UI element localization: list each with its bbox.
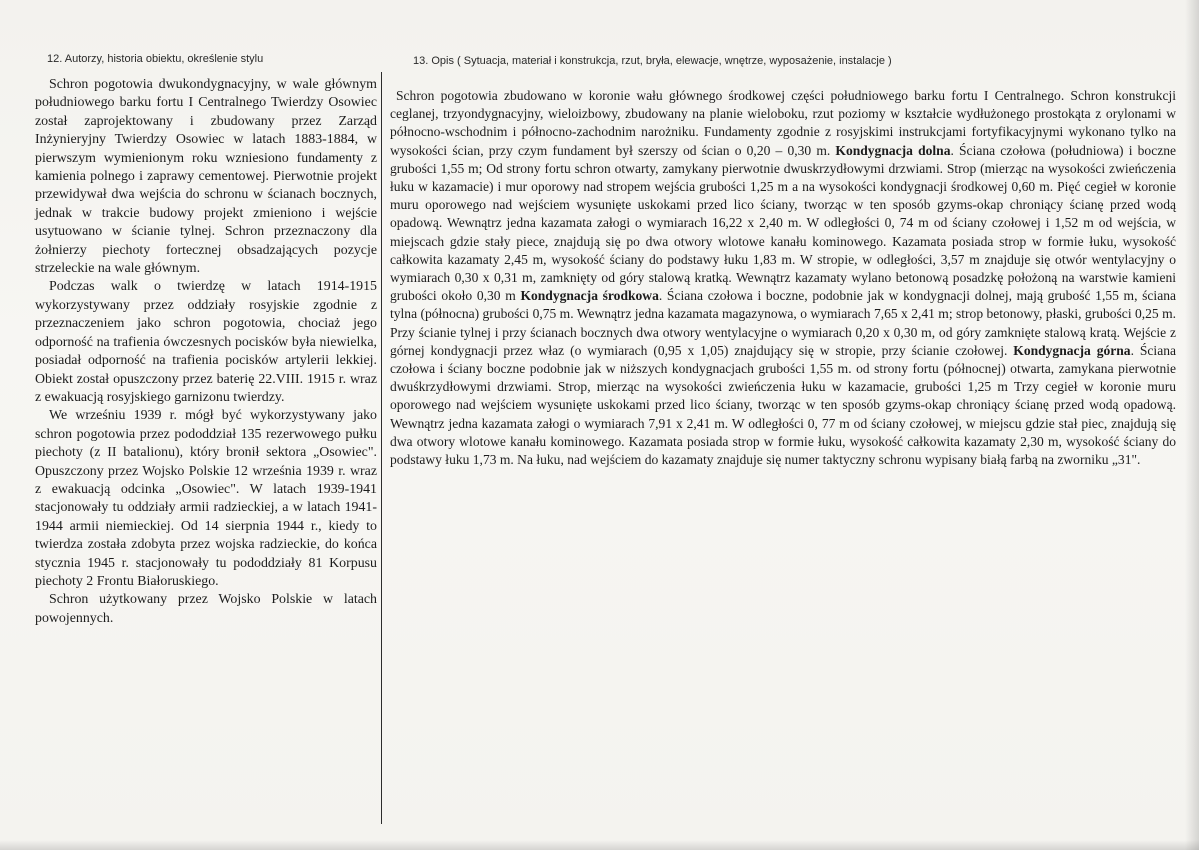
description-middle-storey: . Ściana czołowa i boczne, podobnie jak w kondygnacji dolnej, mają grubość 1,55 m, ściana tylna (północna) grubości 0,75 m. Wewnątrz jedna kazamata magazynowa, o wymiarach 7,65 x 2,41 m; strop betonowy, płaski, grubości 0,25 m. Przy ścianie tylnej i przy ścianach bocznych dwa otwory wentylacyjne o wymiarach 0,20 x 0,30 m, od góry zamknięte stalową kratą. Wejście z górnej kondygnacji przez właz (o wymiarach (0,95 x 1,05) znajdujący się w stropie, przy ścianie czołowej.: [390, 288, 1176, 358]
description-paragraph: [390, 87, 1176, 469]
scan-shadow-bottom: [0, 840, 1199, 850]
heading-upper-storey: Kondygnacja górna: [1013, 342, 1131, 358]
section-13-heading: 13. Opis ( Sytuacja, materiał i konstrukcja, rzut, bryła, elewacje, wnętrze, wyposażenie, instalacje ): [413, 55, 892, 67]
column-divider: [381, 72, 382, 824]
heading-middle-storey: Kondygnacja środkowa: [520, 288, 659, 304]
history-paragraph-2: Podczas walk o twierdzę w latach 1914-1915 wykorzystywany przez oddziały rosyjskie zgodnie z przeznaczeniem jako schron pogotowia, chociaż jego odporność na trafienia ówczesnych pocisków była niewielka, posiadał odporność na trafienia pocisków artylerii lekkiej. Obiekt został opuszczony przez baterię 22.VIII. 1915 r. wraz z ewakuacją rosyjskiego garnizonu twierdzy.: [35, 279, 377, 405]
description-intro: Schron pogotowia zbudowano w koronie wału głównego środkowej części południowego barku fortu I Centralnego. Schron konstrukcji ceglanej, trzyondygnacyjny, wieloizbowy, zbudowany na planie wieloboku, rzut poziomy w kształcie wydłużonego prostokąta z orylonami w północno-wschodnim i północno-zachodnim narożniku. Fundamenty zgodnie z rosyjskimi instrukcjami fortyfikacyjnymi wykonano tylko na wysokości ścian, przy czym fundament był szerszy od ścian o 0,20 – 0,30 m.: [390, 88, 1176, 158]
section-12-heading: 12. Autorzy, historia obiektu, określenie stylu: [47, 53, 264, 65]
description-column: [390, 87, 1176, 469]
history-column: [35, 76, 377, 628]
description-upper-storey: . Ściana czołowa i ściany boczne podobnie jak w niższych kondygnacjach grubości 1,55 m. od strony fortu (północnej) otwarta, zamykana pierwotnie dwuśkrzydłowymi drzwiami. Strop, mierząc na wysokości zwieńczenia łuku w kazamacie, grubości 1,25 m Trzy cegieł w koronie muru oporowego nad wejściem wysunięte uskokami przed lico ściany, tworząc w ten sposób gzyms-okap chroniący ścianę przed wodą opadową. Wewnątrz jedna kazamata załogi o wymiarach 7,91 x 2,41 m. W odległości 0, 77 m od ściany czołowej, w miejscu gdzie stał piec, znajdują się dwa otwory wlotowe kanału kominowego. Kazamata posiada strop w formie łuku, wysokość całkowita kazamaty 2,30 m, wysokość ściany do podstawy łuku 1,73 m. Na łuku, nad wejściem do kazamaty znajduje się numer taktyczny schronu wypisany białą farbą na zworniku „31".: [390, 342, 1176, 468]
scan-shadow-right: [1185, 0, 1199, 850]
heading-lower-storey: Kondygnacja dolna: [835, 142, 951, 158]
history-paragraph-3: We wrześniu 1939 r. mógł być wykorzystywany jako schron pogotowia przez pododdział 135 rezerwowego pułku piechoty (z II batalionu), który bronił sektora „Osowiec". Opuszczony przez Wojsko Polskie 12 września 1939 r. wraz z ewakuacją odcinka „Osowiec". W latach 1939-1941 stacjonowały tu oddziały armii radzieckiej, a w latach 1941-1944 armii niemieckiej. Od 14 sierpnia 1944 r., kiedy to twierdza została zdobyta przez wojska radzieckie, do końca stycznia 1945 r. stacjonowały tu pododdziały 81 Korpusu piechoty 2 Frontu Białoruskiego.: [35, 408, 377, 589]
description-lower-storey: . Ściana czołowa (południowa) i boczne grubości 1,55 m; Od strony fortu schron otwarty, zamykany pierwotnie dwuskrzydłowymi drzwiami. Strop (mierząc na wysokości zwieńczenia łuku w kazamacie) i mur oporowy nad stropem wejścia grubości 1,25 m a na wysokości kondygnacji środkowej 0,60 m. Pięć cegieł w koronie muru oporowego nad wejściem wysunięte uskokami przed lico ściany, tworząc w ten sposób gzyms-okap chroniący ścianę przed wodą opadową. Wewnątrz jedna kazamata załogi o wymiarach 16,22 x 2,40 m. W odległości 0, 74 m od ściany czołowej i 1,52 m od wejścia, w miejscach gdzie stały piece, znajdują się po dwa otwory wlotowe kanału kominowego. Kazamata posiada strop w formie łuku, wysokość całkowita kazamaty 2,45 m, wysokość ściany do podstawy łuku 1,83 m. W stropie, w odległości, 3,57 m znajduje się otwór wentylacyjny o wymiarach 0,30 x 0,31 m, zamknięty od góry stalową kratką. Wewnątrz kazamaty wylano betonową posadzkę położoną na warstwie kamieni grubości około 0,30 m: [390, 142, 1177, 304]
history-paragraph-1: Schron pogotowia dwukondygnacyjny, w wale głównym południowego barku fortu I Centralnego Twierdzy Osowiec został zaprojektowany i zbudowany przez Zarząd Inżynieryjny Twierdzy Osowiec w latach 1883-1884, w pierwszym wymienionym roku wzniesiono fundamenty z kamienia polnego i zaprawy cementowej. Pierwotnie projekt przewidywał dwa wejścia do schronu w ścianach bocznych, jednak w trakcie budowy projekt zmieniono i wejście usytuowano w ścianie tylnej. Schron przeznaczony dla żołnierzy piechoty fortecznej obsadzających pozycje strzeleckie na wale głównym.: [35, 77, 377, 277]
history-paragraph-4: Schron użytkowany przez Wojsko Polskie w latach powojennych.: [35, 592, 377, 626]
